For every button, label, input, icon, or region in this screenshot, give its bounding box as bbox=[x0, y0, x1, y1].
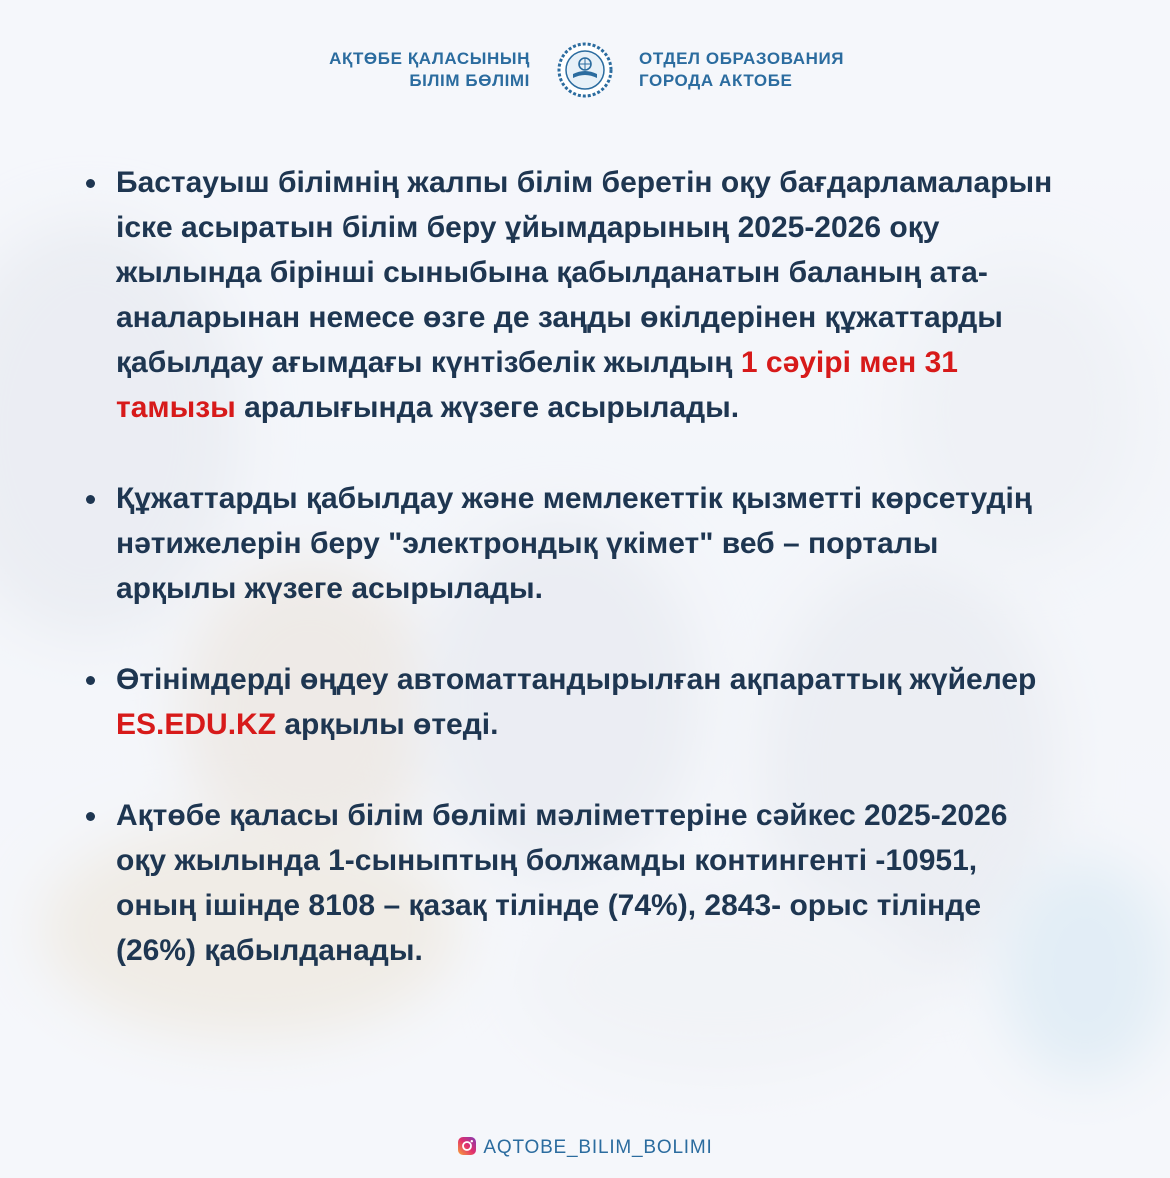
bullet-icon bbox=[86, 495, 95, 504]
item-text: Өтінімдерді өңдеу автоматтандырылған ақпараттық жүйелер bbox=[116, 663, 1037, 696]
bullet-icon bbox=[86, 812, 95, 821]
header-kazakh-line1: АҚТӨБЕ ҚАЛАСЫНЫҢ bbox=[329, 49, 530, 68]
item-highlight-website: ES.EDU.KZ bbox=[116, 708, 277, 741]
item-text: Бастауыш білімнің жалпы білім беретін оқу бағдарламаларын іске асыратын білім беру ұйымдарының 2025-2026 оқу жылында бірінші сыныбына қабылданатын баланың ата-аналарынан немесе өзге де заңды өкілдерінен құжаттарды қабылдау ағымдағы күнтізбелік жылдың bbox=[116, 166, 1053, 379]
info-item-admission-dates bbox=[84, 160, 1064, 430]
item-highlight-dates: 1 сәуірі мен 31 тамызы bbox=[116, 346, 958, 424]
header-russian-line1: ОТДЕЛ ОБРАЗОВАНИЯ bbox=[639, 49, 845, 68]
info-item-contingent bbox=[84, 793, 1064, 973]
item-text-end: арқылы өтеді. bbox=[276, 708, 499, 741]
header-kazakh-title bbox=[329, 48, 530, 92]
bullet-icon bbox=[86, 676, 95, 685]
header-russian-title bbox=[639, 48, 844, 92]
footer bbox=[0, 1136, 1170, 1159]
instagram-handle[interactable]: AQTOBE_BILIM_BOLIMI bbox=[483, 1137, 713, 1158]
header bbox=[0, 42, 1170, 112]
item-text: Құжаттарды қабылдау және мемлекеттік қызметті көрсетудің нәтижелерін беру "электрондық үкімет" веб – порталы арқылы жүзеге асырылады. bbox=[116, 482, 1032, 605]
info-list bbox=[84, 160, 1064, 1019]
instagram-icon bbox=[457, 1136, 477, 1156]
item-text: Ақтөбе қаласы білім бөлімі мәліметтеріне сәйкес 2025-2026 оқу жылында 1-сыныптың болжамды контингенті -10951, оның ішінде 8108 – қазақ тілінде (74%), 2843- орыс тілінде (26%) қабылданады. bbox=[116, 799, 1008, 967]
education-department-logo-icon bbox=[557, 42, 613, 98]
bullet-icon bbox=[86, 179, 95, 188]
item-text-end: аралығында жүзеге асырылады. bbox=[235, 391, 740, 424]
info-item-egov-portal bbox=[84, 476, 1064, 611]
header-kazakh-line2: БІЛІМ БӨЛІМІ bbox=[409, 71, 530, 90]
header-russian-line2: ГОРОДА АКТОБЕ bbox=[639, 71, 793, 90]
info-item-es-edu bbox=[84, 657, 1064, 747]
